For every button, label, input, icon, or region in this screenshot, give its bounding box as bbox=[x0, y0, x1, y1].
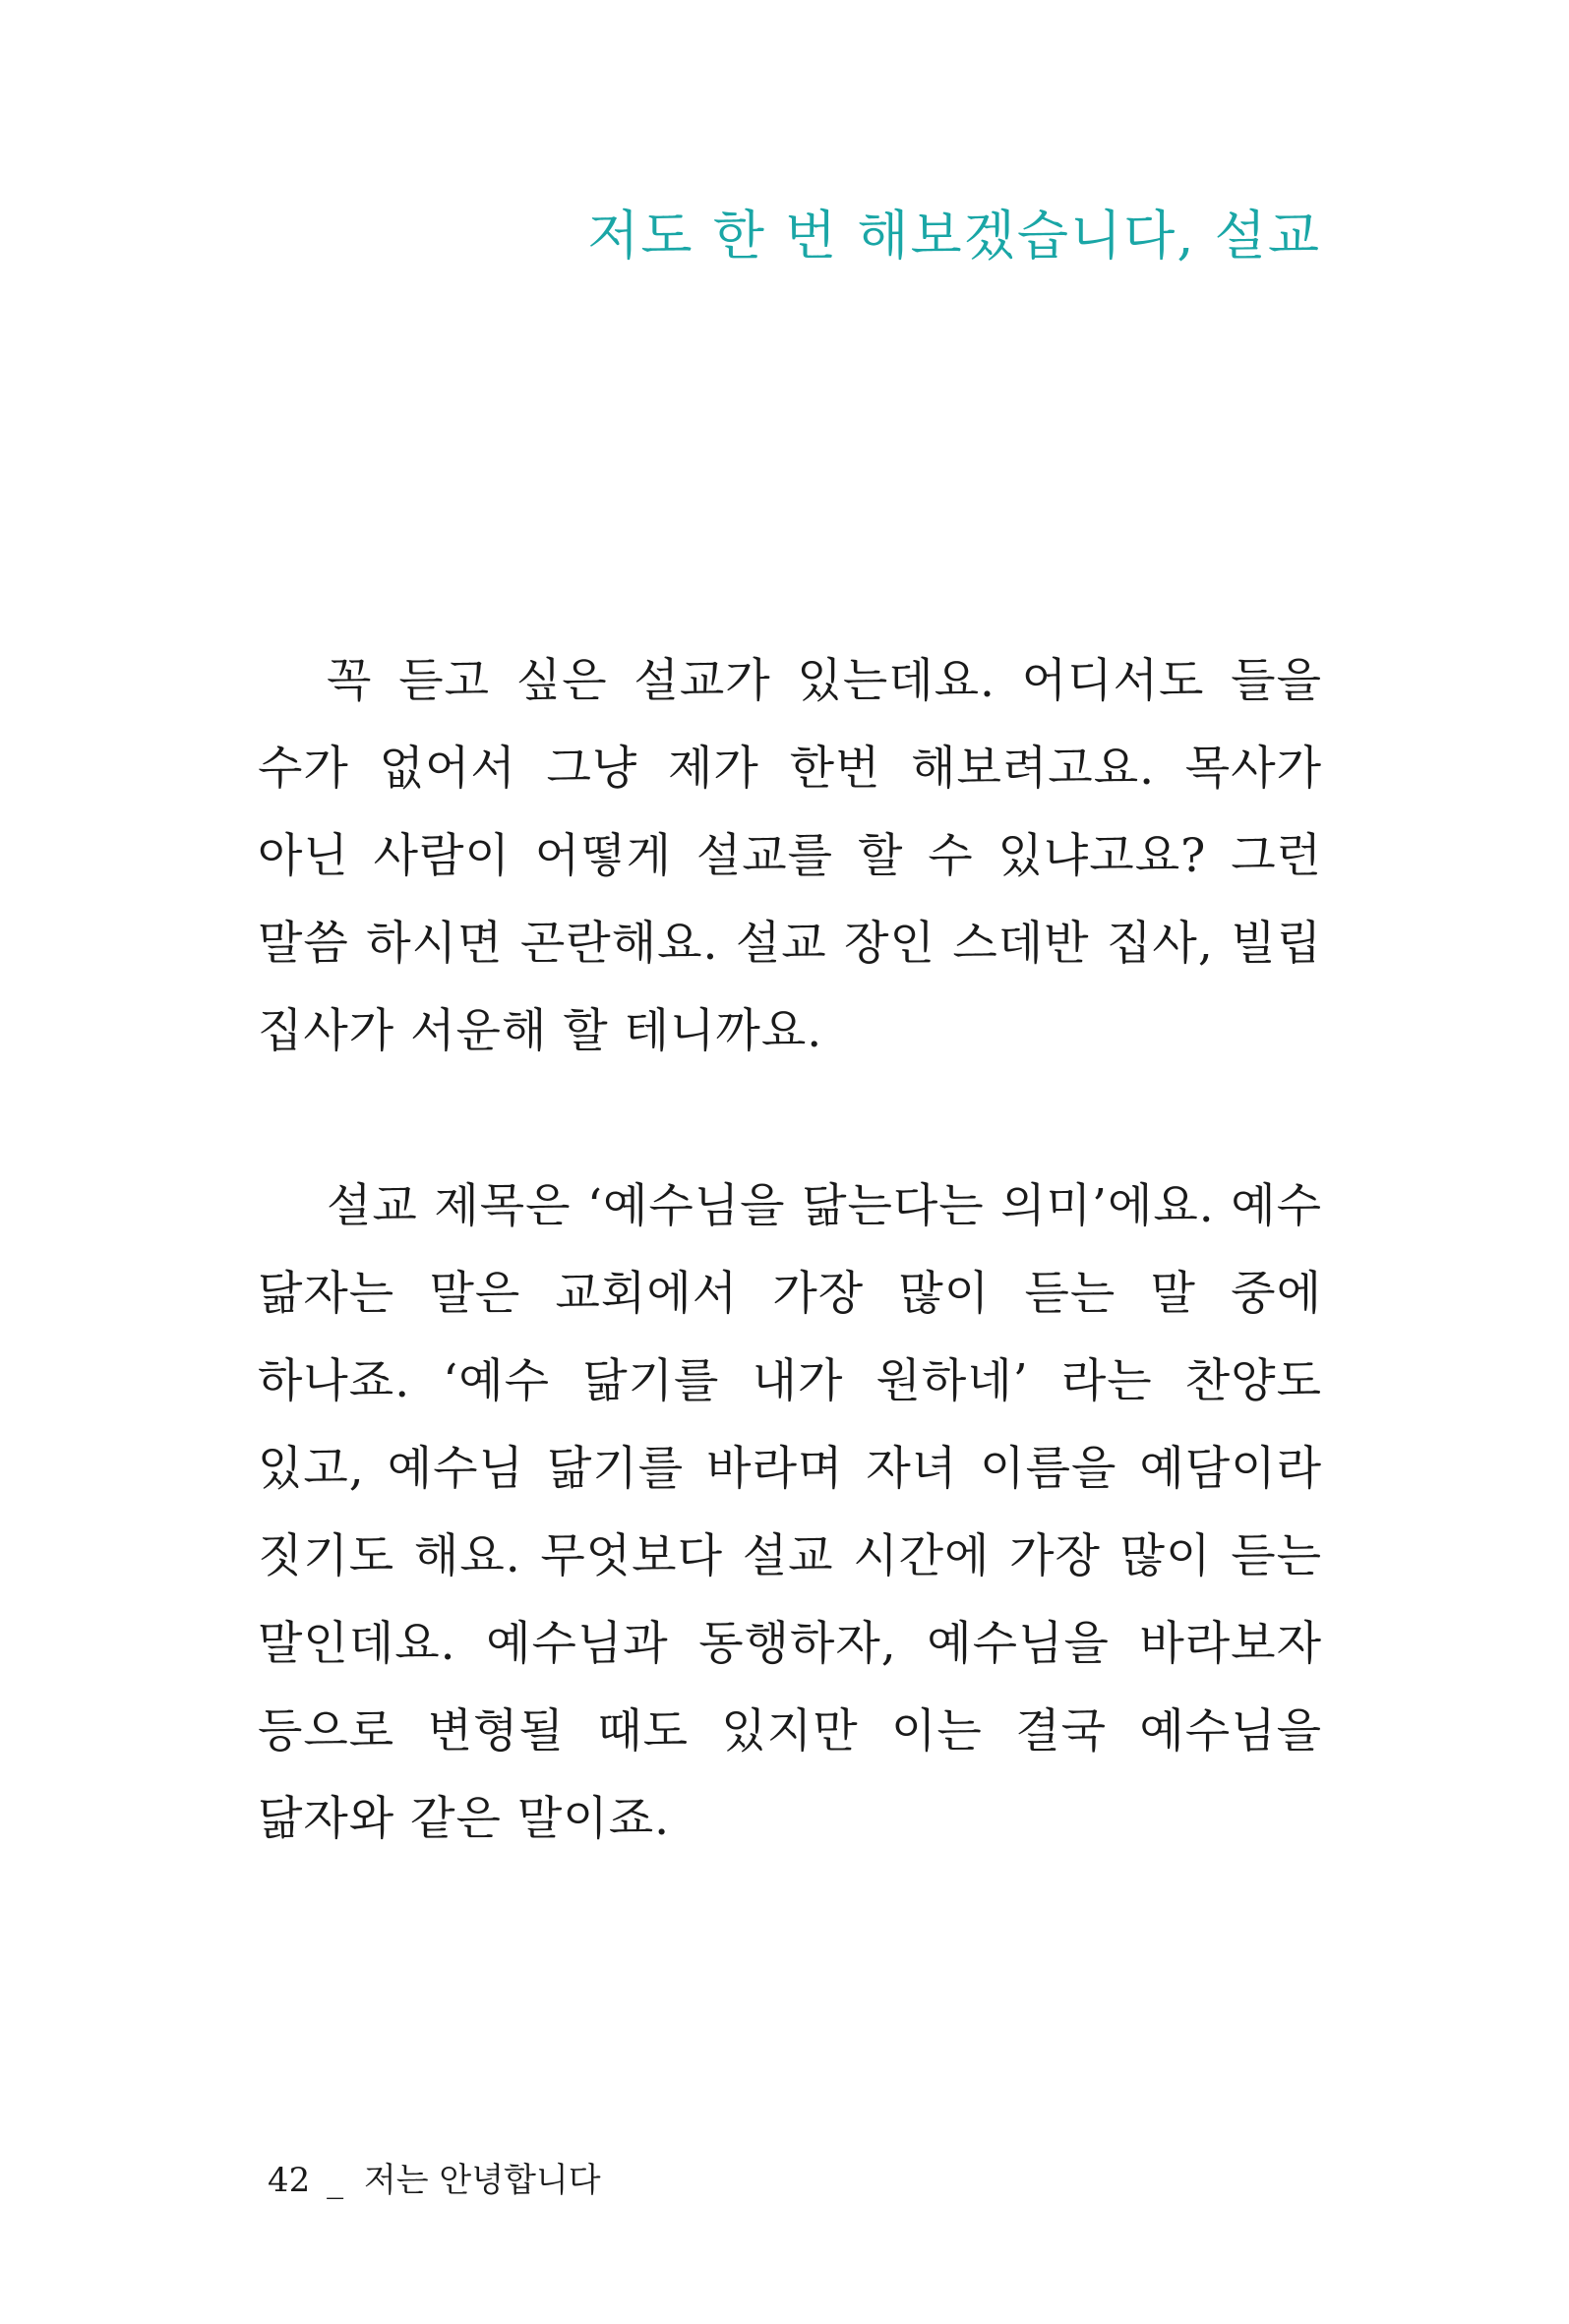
running-book-title: 저는 안녕합니다 bbox=[363, 2161, 601, 2200]
paragraph-2: 설교 제목은 ‘예수님을 닮는다는 의미’에요. 예수 닮자는 말은 교회에서 가장 많이 듣는 말 중에 하나죠. ‘예수 닮기를 내가 원하네’ 라는 찬양도 있고, 예수님 닮기를 바라며 자녀 이름을 예담이라 짓기도 해요. 무엇보다 설교 시간에 가장 많이 듣는 말인데요. 예수님과 동행하자, 예수님을 바라보자 등으로 변형될 때도 있지만 이는 결국 예수님을 닮자와 같은 말이죠. bbox=[258, 1179, 1322, 1846]
page-number: 42 bbox=[268, 2161, 311, 2200]
page-footer bbox=[268, 2156, 601, 2205]
chapter-title: 저도 한 번 해보겠습니다, 설교 bbox=[587, 205, 1321, 267]
paragraph-1: 꼭 듣고 싶은 설교가 있는데요. 어디서도 들을 수가 없어서 그냥 제가 한번 해보려고요. 목사가 아닌 사람이 어떻게 설교를 할 수 있냐고요? 그런 말씀 하시면 곤란해요. 설교 장인 스데반 집사, 빌립 집사가 서운해 할 테니까요. bbox=[258, 654, 1322, 1058]
body-text bbox=[258, 637, 1322, 1863]
footer-separator: _ bbox=[327, 2161, 344, 2200]
